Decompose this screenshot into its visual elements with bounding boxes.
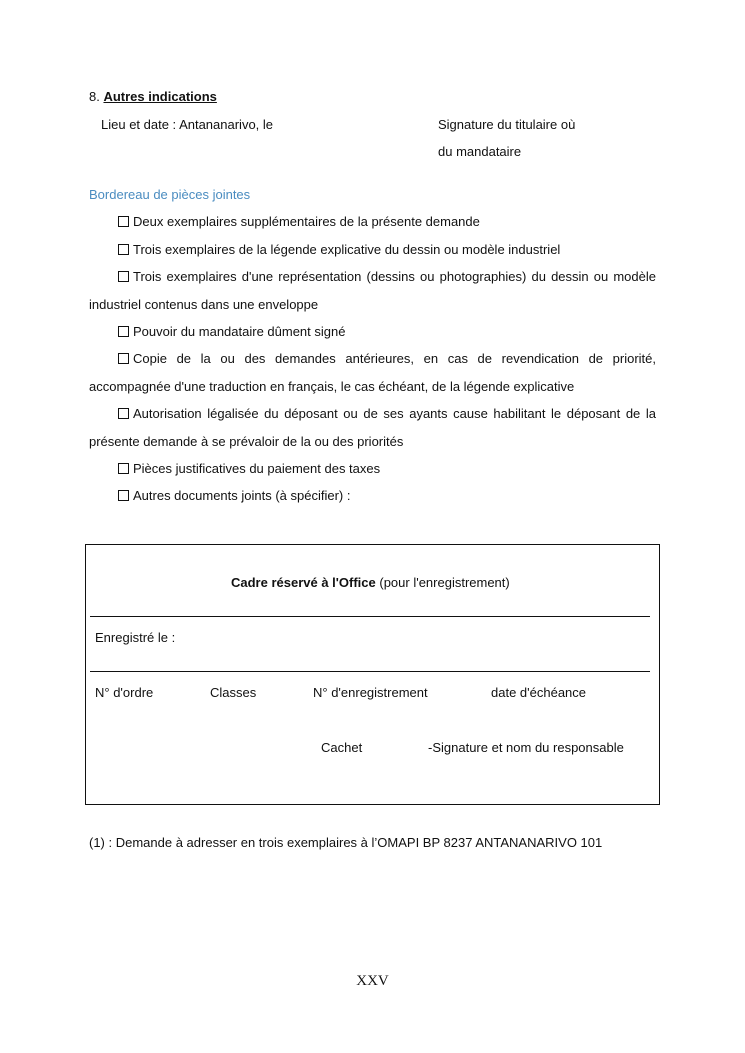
- registered-date-label: Enregistré le :: [95, 630, 176, 645]
- attachment-item-label: Trois exemplaires de la légende explicative du dessin ou modèle industriel: [133, 242, 561, 257]
- stamp-label: Cachet: [321, 740, 363, 755]
- checkbox-icon[interactable]: [118, 353, 129, 364]
- attachment-item-label: Pouvoir du mandataire dûment signé: [133, 324, 346, 339]
- classes-label: Classes: [210, 685, 257, 700]
- attachment-item-label: Autres documents joints (à spécifier) :: [133, 488, 351, 503]
- office-box-title-rest: (pour l'enregistrement): [379, 575, 510, 590]
- divider: [90, 616, 650, 617]
- attachment-item: [89, 208, 656, 236]
- checkbox-icon[interactable]: [118, 463, 129, 474]
- office-reserved-box: [85, 544, 660, 805]
- attachment-item: [89, 400, 656, 455]
- divider: [90, 671, 650, 672]
- footnote: (1) : Demande à adresser en trois exemplaires à l’OMAPI BP 8237 ANTANANARIVO 101: [89, 835, 603, 850]
- checkbox-icon[interactable]: [118, 408, 129, 419]
- attachment-item: [89, 482, 656, 510]
- attachment-item: [89, 318, 656, 346]
- attachment-item-label: Copie de la ou des demandes antérieures, en cas de revendication de priorité, accompagnée d'une traduction en français, le cas échéant, de la légende explicative: [89, 351, 656, 394]
- section-title: Autres indications: [103, 89, 217, 104]
- attachment-item-label: Pièces justificatives du paiement des taxes: [133, 461, 381, 476]
- responsible-signature-label: -Signature et nom du responsable: [428, 740, 624, 755]
- checkbox-icon[interactable]: [118, 216, 129, 227]
- section-number: 8.: [89, 89, 100, 104]
- order-number-label: N° d'ordre: [95, 685, 154, 700]
- section-heading: [89, 89, 217, 104]
- checkbox-icon[interactable]: [118, 490, 129, 501]
- office-box-title: [231, 575, 510, 590]
- due-date-label: date d'échéance: [491, 685, 587, 700]
- signature-label-line1: Signature du titulaire où: [438, 117, 576, 132]
- page-number: XXV: [356, 973, 389, 989]
- attachment-item: [89, 263, 656, 318]
- attachment-item-label: Autorisation légalisée du déposant ou de ses ayants cause habilitant le déposant de la présente demande à se prévaloir de la ou des priorités: [89, 406, 656, 449]
- attachments-heading: Bordereau de pièces jointes: [89, 187, 251, 202]
- attachment-item: [89, 345, 656, 400]
- signature-label-line2: du mandataire: [438, 144, 522, 159]
- checkbox-icon[interactable]: [118, 244, 129, 255]
- attachment-item-label: Deux exemplaires supplémentaires de la présente demande: [133, 214, 480, 229]
- checkbox-icon[interactable]: [118, 271, 129, 282]
- registration-number-label: N° d'enregistrement: [313, 685, 428, 700]
- checkbox-icon[interactable]: [118, 326, 129, 337]
- attachment-item: [89, 236, 656, 264]
- attachment-item: [89, 455, 656, 483]
- attachment-item-label: Trois exemplaires d'une représentation (dessins ou photographies) du dessin ou modèle industriel contenus dans une enveloppe: [89, 269, 656, 312]
- office-box-title-bold: Cadre réservé à l'Office: [231, 575, 376, 590]
- place-date-label: Lieu et date : Antananarivo, le: [101, 117, 274, 132]
